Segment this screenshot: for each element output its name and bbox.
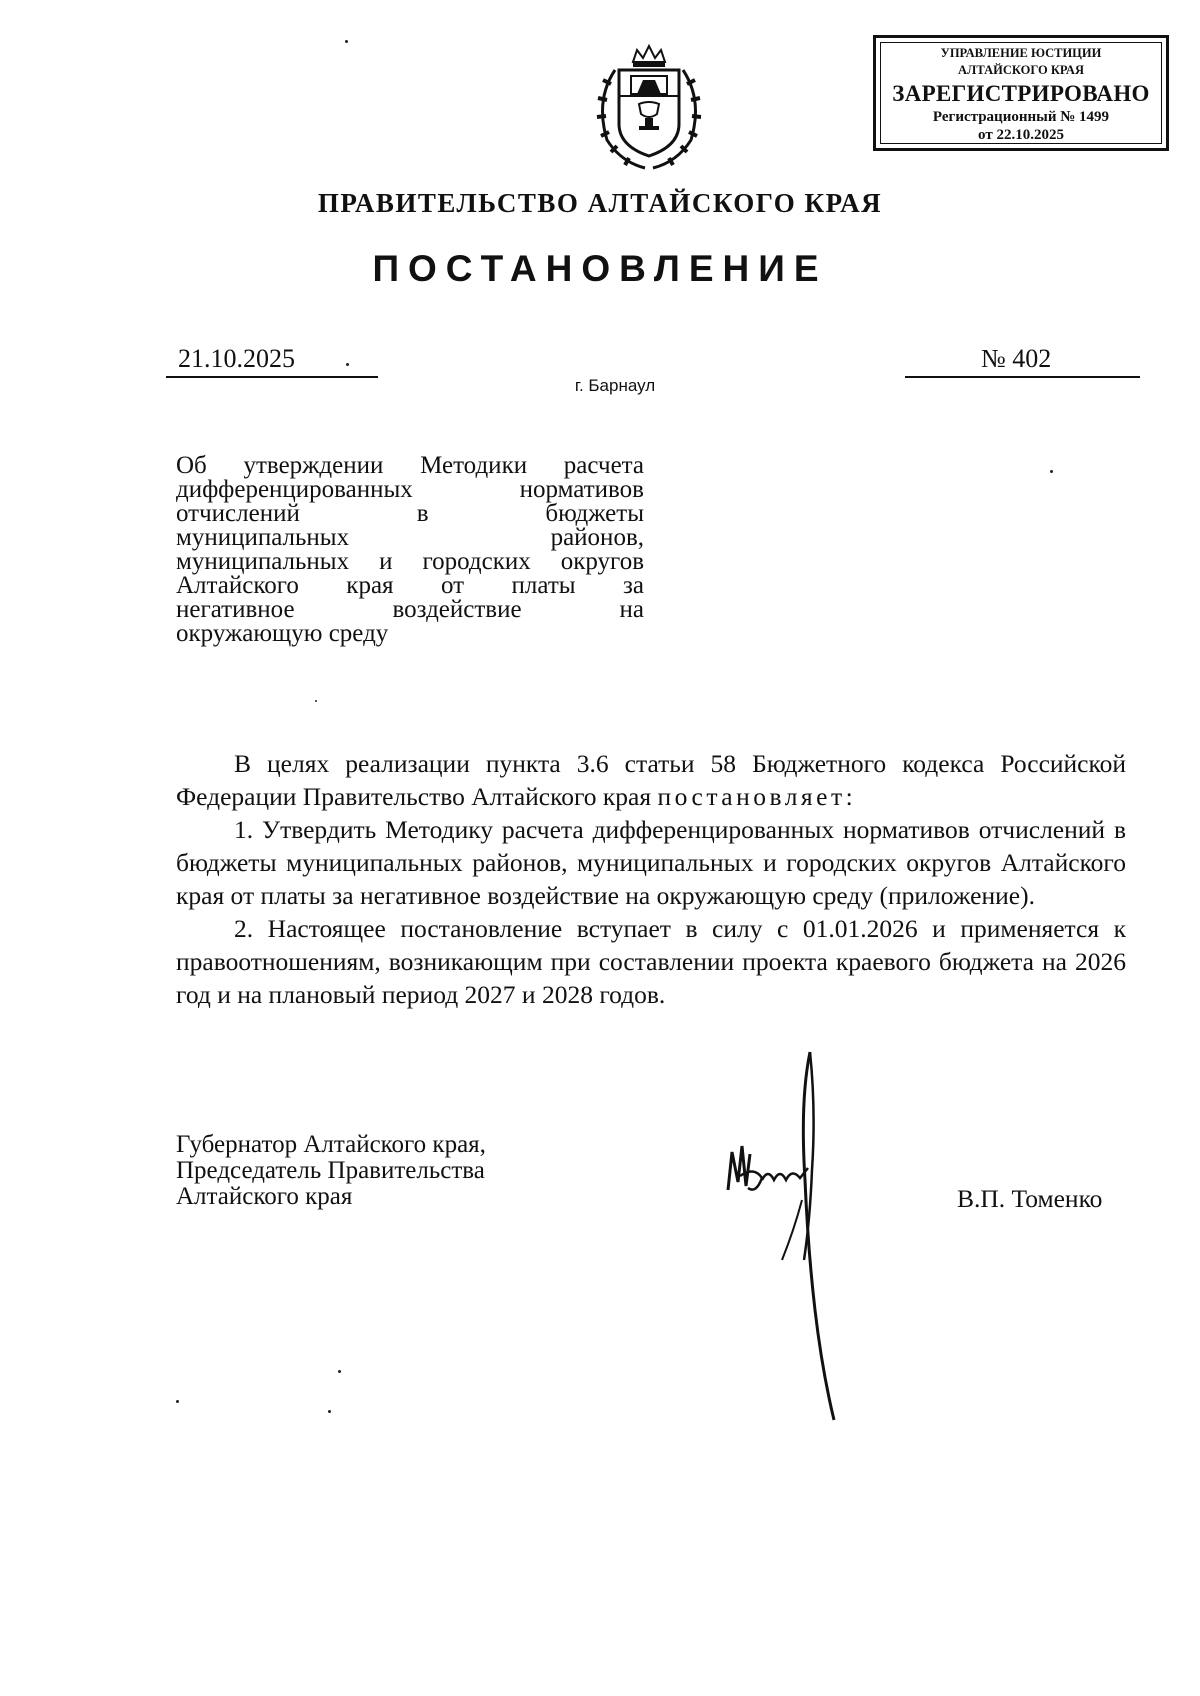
- document-subject: [176, 454, 644, 646]
- altai-krai-coat-of-arms-icon: [585, 40, 713, 172]
- document-body: [176, 747, 1126, 1011]
- scan-speck: [338, 1370, 341, 1373]
- stamp-registration-date: от 22.10.2025: [978, 127, 1064, 143]
- subject-line: окружающую среду: [176, 620, 389, 647]
- document-number-field: [905, 344, 1140, 378]
- government-title: ПРАВИТЕЛЬСТВО АЛТАЙСКОГО КРАЯ: [317, 188, 883, 218]
- body-intro-verb: постановляет:: [657, 782, 857, 811]
- subject-line: Алтайского края от платы за: [176, 572, 644, 599]
- stamp-org-line2: АЛТАЙСКОГО КРАЯ: [958, 63, 1084, 77]
- handwritten-signature-icon: [710, 1040, 900, 1430]
- signer-title: [176, 1132, 486, 1210]
- scan-speck: [315, 700, 317, 702]
- registration-stamp: [873, 35, 1169, 151]
- scan-speck: [1050, 470, 1053, 473]
- city: г. Барнаул: [574, 376, 656, 395]
- stamp-status: ЗАРЕГИСТРИРОВАНО: [892, 81, 1150, 106]
- body-intro-paragraph: [176, 747, 1126, 813]
- body-item-1: 1. Утвердить Методику расчета дифференцированных нормативов отчислений в бюджеты муниципальных районов, муниципальных и городских округов Алтайского края от платы за негативное воздействие на окружающую среду (приложение).: [176, 815, 1126, 910]
- signer-name: В.П. Томенко: [957, 1184, 1103, 1213]
- stamp-org-line1: УПРАВЛЕНИЕ ЮСТИЦИИ: [940, 46, 1102, 60]
- scan-speck: [176, 1400, 179, 1403]
- document-date-field: [166, 344, 378, 378]
- stamp-registration-number: Регистрационный № 1499: [932, 109, 1110, 125]
- document-number: № 402: [981, 344, 1052, 373]
- subject-line: муниципальных и городских округов: [176, 548, 644, 575]
- scan-speck: [328, 1410, 331, 1413]
- subject-line: отчислений в бюджеты: [176, 500, 644, 527]
- subject-line: негативное воздействие на: [176, 596, 644, 623]
- subject-line: муниципальных районов,: [176, 524, 644, 551]
- document-type: ПОСТАНОВЛЕНИЕ: [372, 248, 828, 289]
- scan-speck: [345, 40, 348, 43]
- body-item-2: 2. Настоящее постановление вступает в силу с 01.01.2026 и применяется к правоотношениям, возникающим при составлении проекта краевого бюджета на 2026 год и на плановый период 2027 и 2028 годов.: [176, 914, 1126, 1009]
- subject-line: Об утверждении Методики расчета: [176, 452, 644, 479]
- subject-line: дифференцированных нормативов: [176, 476, 644, 503]
- body-intro: В целях реализации пункта 3.6 статьи 58 Бюджетного кодекса Российской Федерации Правительство Алтайского края: [176, 749, 1126, 811]
- signer-title-line1: Губернатор Алтайского края,: [176, 1131, 486, 1158]
- signer-title-line2: Председатель Правительства: [176, 1157, 485, 1184]
- signer-title-line3: Алтайского края: [176, 1183, 353, 1210]
- document-date: 21.10.2025: [178, 344, 295, 373]
- scan-speck: [346, 363, 349, 366]
